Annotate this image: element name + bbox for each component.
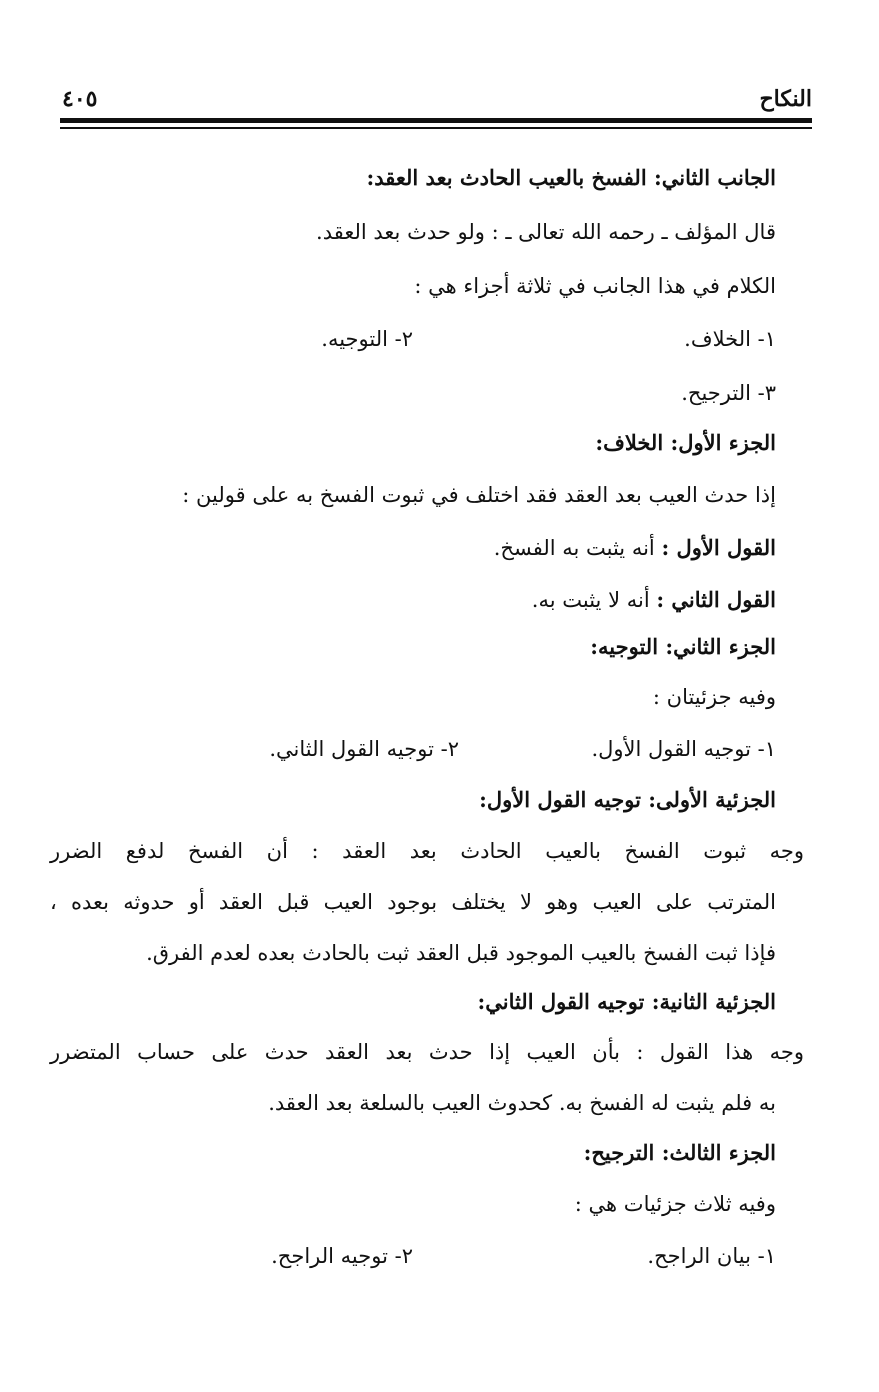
- opinion-2-label: القول الثاني :: [656, 587, 776, 612]
- header-rule-thick: [60, 118, 812, 123]
- paragraph-text: إذا حدث العيب بعد العقد فقد اختلف في ثبوت الفسخ به على قولين :: [182, 483, 776, 507]
- paragraph-line: وجه ثبوت الفسخ بالعيب الحادث بعد العقد : أن الفسخ لدفع الضرر: [50, 839, 804, 863]
- list-item-1: ١- توجيه القول الأول.: [591, 737, 776, 761]
- subpart-heading-1: الجزئية الأولى: توجيه القول الأول:: [479, 787, 776, 812]
- section-heading: الجانب الثاني: الفسخ بالعيب الحادث بعد العقد:: [366, 165, 776, 190]
- part-heading-2: الجزء الثاني: التوجيه:: [590, 634, 776, 659]
- paragraph-line: المترتب على العيب وهو لا يختلف بوجود العيب قبل العقد أو حدوثه بعده ،: [50, 890, 776, 914]
- author-quote: قال المؤلف ـ رحمه الله تعالى ـ : ولو حدث بعد العقد.: [316, 220, 776, 244]
- list-item-2: ٢- توجيه القول الثاني.: [269, 737, 459, 761]
- list-item-1: ١- بيان الراجح.: [647, 1244, 776, 1268]
- list-item-1: ١- الخلاف.: [684, 327, 776, 351]
- opinion-2: [532, 584, 776, 616]
- list-item-2: ٢- التوجيه.: [321, 327, 413, 351]
- paragraph-line: به فلم يثبت له الفسخ به. كحدوث العيب بالسلعة بعد العقد.: [268, 1091, 776, 1115]
- opinion-2-text: أنه لا يثبت به.: [531, 588, 650, 612]
- chapter-title: النكاح: [759, 86, 812, 112]
- header-rule-thin: [60, 127, 812, 129]
- paragraph-line: فإذا ثبت الفسخ بالعيب الموجود قبل العقد ثبت بالحادث بعده لعدم الفرق.: [146, 941, 776, 965]
- opinion-1: [494, 532, 776, 564]
- part-heading-3: الجزء الثالث: الترجيح:: [583, 1140, 776, 1165]
- part-heading-1: الجزء الأول: الخلاف:: [595, 430, 776, 455]
- paragraph-line: وجه هذا القول : بأن العيب إذا حدث بعد العقد حدث على حساب المتضرر: [50, 1040, 804, 1064]
- paragraph-text: وفيه جزئيتان :: [652, 685, 776, 709]
- paragraph-text: وفيه ثلاث جزئيات هي :: [574, 1192, 776, 1216]
- list-item-2: ٢- توجيه الراجح.: [271, 1244, 413, 1268]
- subpart-heading-2: الجزئية الثانية: توجيه القول الثاني:: [477, 989, 776, 1014]
- list-item-3: ٣- الترجيح.: [681, 381, 776, 405]
- paragraph-intro: الكلام في هذا الجانب في ثلاثة أجزاء هي :: [414, 274, 776, 298]
- opinion-1-label: القول الأول :: [661, 535, 776, 560]
- page-number: ٤٠٥: [62, 86, 98, 112]
- opinion-1-text: أنه يثبت به الفسخ.: [493, 536, 655, 560]
- running-header: [62, 78, 812, 118]
